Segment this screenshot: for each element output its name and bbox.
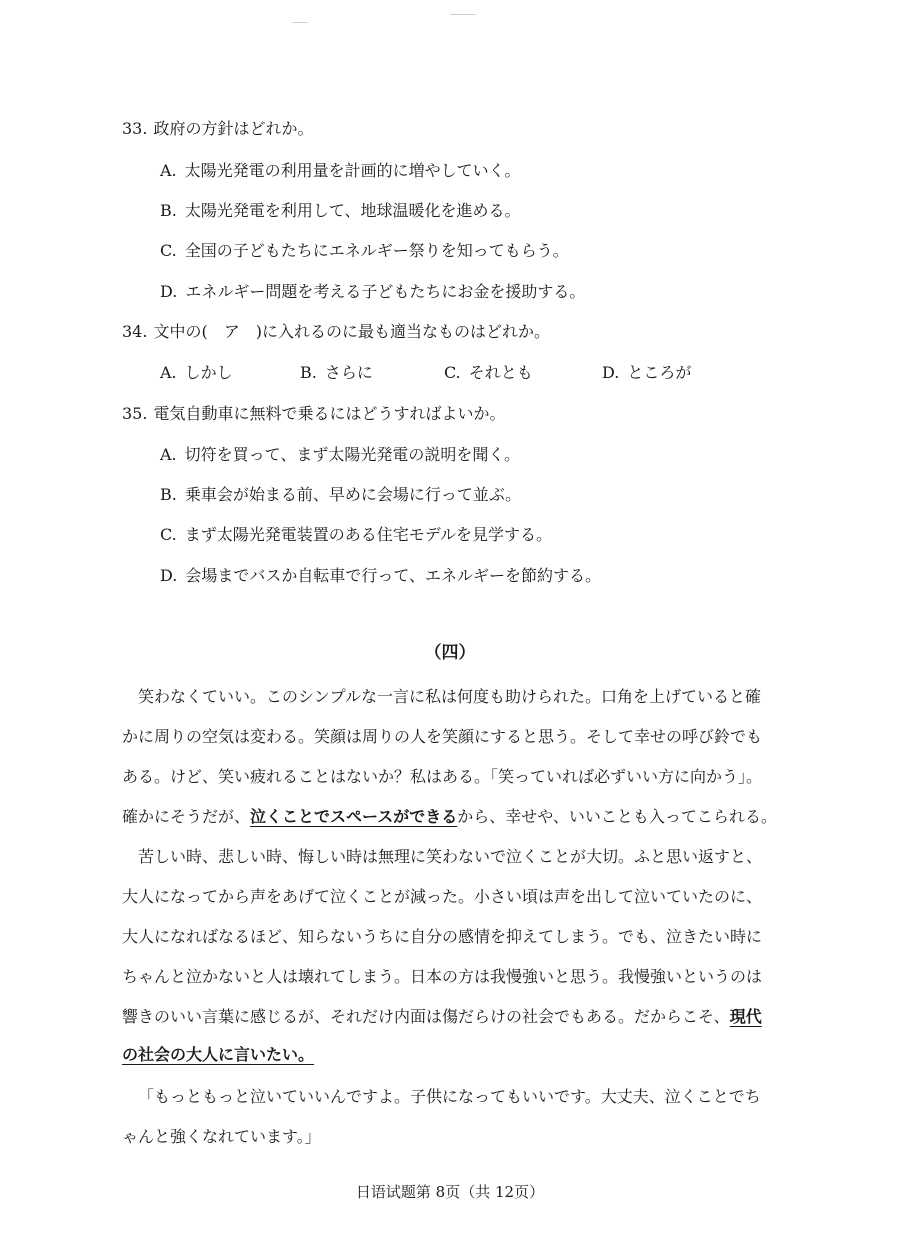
option-letter: C. [160,525,177,544]
option-text: 切符を買って、まず太陽光発電の説明を聞く。 [184,445,521,464]
option-letter: D. [602,363,620,382]
passage-line: ちゃんと泣かないと人は壊れてしまう。日本の方は我慢強いと思う。我慢強いというのは [122,967,763,986]
question-33-option-c [160,240,569,262]
question-33-stem [122,118,313,140]
passage-line: 大人になってから声をあげて泣くことが減った。小さい頃は声を出して泣いていたのに、 [122,887,763,906]
question-34-stem [122,321,550,343]
question-number: 33. [122,119,148,138]
option-text: 全国の子どもたちにエネルギー祭りを知ってもらう。 [184,241,569,260]
passage-line: 笑わなくていい。このシンプルな一言に私は何度も助けられた。口角を上げていると確 [138,687,761,706]
option-text: 乗車会が始まる前、早めに会場に行って並ぶ。 [184,485,522,504]
question-35-option-a [160,444,520,466]
option-text: ところが [627,363,692,382]
question-34-option-c [444,362,533,384]
option-letter: C. [444,363,461,382]
option-letter: B. [160,485,177,504]
question-text: 政府の方針はどれか。 [153,119,314,138]
question-35-option-d [160,565,601,587]
option-letter: B. [160,201,177,220]
underlined-phrase: 現代 [729,1007,762,1026]
passage-text: から、幸せや、いいことも入ってこられる。 [457,807,777,826]
question-34-option-a [160,362,233,384]
option-text: 太陽光発電の利用量を計画的に増やしていく。 [184,161,521,180]
passage-line: ゃんと強くなれています。」 [122,1127,321,1146]
section-heading: （四） [424,643,476,663]
passage-line: かに周りの空気は変わる。笑顔は周りの人を笑顔にすると思う。そして幸せの呼び鈴でも [122,727,763,746]
option-text: まず太陽光発電装置のある住宅モデルを見学する。 [184,525,552,544]
page-footer: 日语试题第 8页（共 12页） [355,1183,545,1201]
option-text: さらに [324,363,373,382]
option-letter: A. [160,161,177,180]
option-letter: C. [160,241,177,260]
question-34-option-b [300,362,373,384]
question-text: 文中の( ア )に入れるのに最も適当なものはどれか。 [153,322,550,341]
option-text: それとも [468,363,533,382]
question-34-option-d [602,362,691,384]
question-text: 電気自動車に無料で乗るにはどうすればよいか。 [153,404,506,423]
question-number: 35. [122,404,148,423]
passage-text: 確かにそうだが、 [122,807,251,826]
passage-line: 大人になればなるほど、知らないうちに自分の感情を抑えてしまう。でも、泣きたい時に [122,927,763,946]
option-letter: B. [300,363,317,382]
question-number: 34. [122,322,148,341]
option-letter: A. [160,363,177,382]
passage-line: 苦しい時、悲しい時、悔しい時は無理に笑わないで泣くことが大切。ふと思い返すと、 [138,847,763,866]
passage-line: ある。けど、笑い疲れることはないか？私はある。「笑っていれば必ずいい方に向かう」。 [122,767,763,786]
option-text: エネルギー問題を考える子どもたちにお金を援助する。 [185,282,586,301]
question-35-option-b [160,484,521,506]
passage-text: 響きのいい言葉に感じるが、それだけ内面は傷だらけの社会でもある。だからこそ、 [122,1007,730,1026]
option-letter: A. [160,445,177,464]
passage-line [122,1044,782,1066]
underlined-phrase: の社会の大人に言いたい。 [122,1045,315,1064]
scan-mark [450,14,476,15]
option-text: 会場までバスか自転車で行って、エネルギーを節約する。 [185,566,602,585]
option-text: 太陽光発電を利用して、地球温暖化を進める。 [184,201,521,220]
underlined-phrase: 泣くことでスペースができる [250,807,458,826]
question-33-option-d [160,281,585,303]
scan-mark [292,22,308,23]
option-letter: D. [160,566,178,585]
question-33-option-b [160,200,521,222]
passage-line [122,1006,782,1028]
option-letter: D. [160,282,178,301]
question-33-option-a [160,160,520,182]
passage-line [122,806,782,828]
option-text: しかし [184,363,233,382]
passage-line: 「もっともっと泣いていいんですよ。子供になってもいいです。大丈夫、泣くことでち [138,1087,761,1106]
question-35-option-c [160,524,552,546]
question-35-stem [122,403,505,425]
